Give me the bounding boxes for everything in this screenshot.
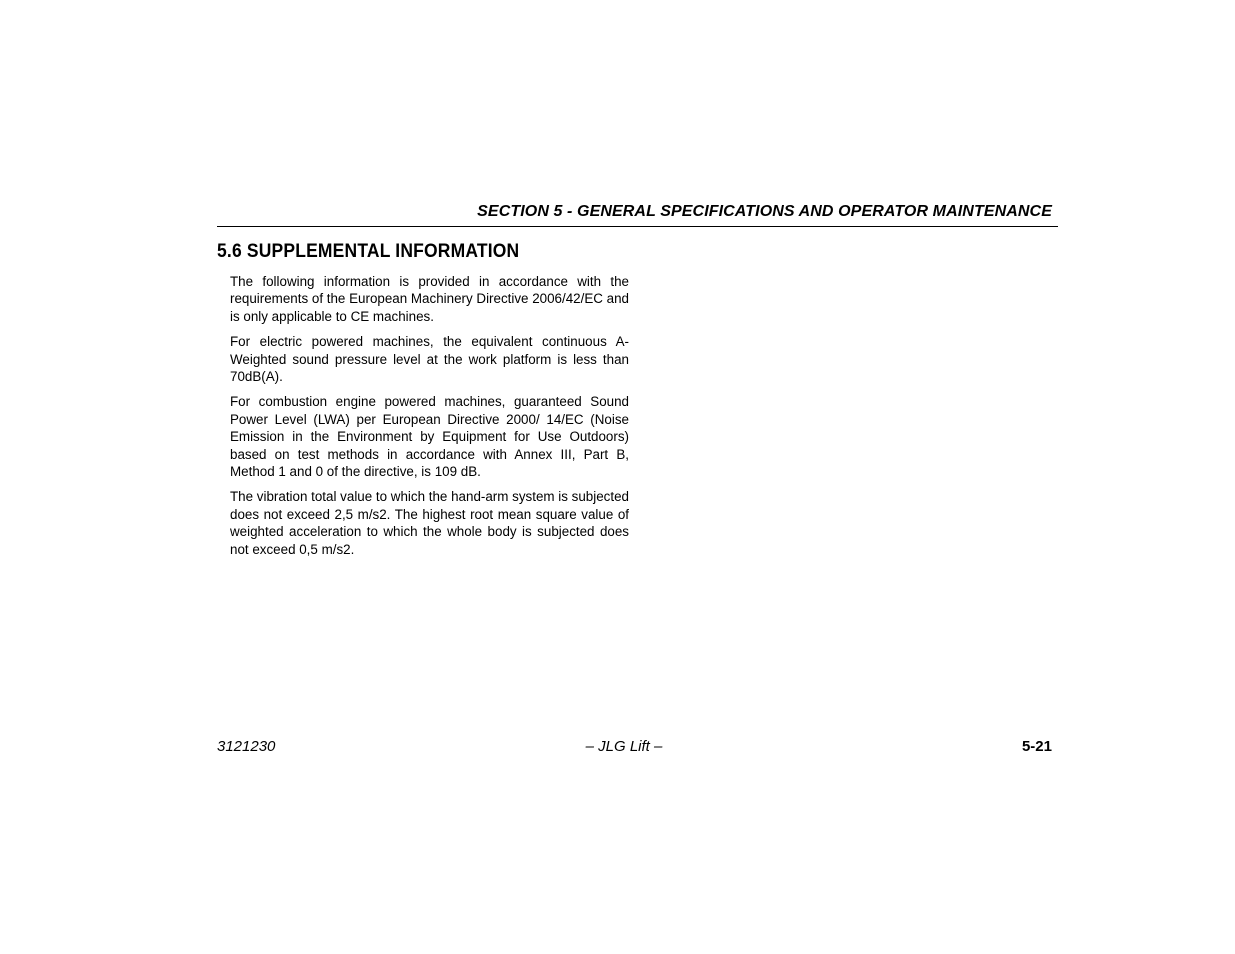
footer-brand: – JLG Lift – (585, 738, 663, 755)
paragraph: The following information is provided in accordance with the requirements of the European Machinery Directive 2006/42/EC and is only applicable to CE machines. (230, 274, 629, 324)
header-rule (217, 226, 1058, 227)
running-header: SECTION 5 - GENERAL SPECIFICATIONS AND OPERATOR MAINTENANCE (477, 203, 1052, 220)
paragraph: The vibration total value to which the hand-arm system is subjected does not exceed 2,5 m/s2. The highest root mean square value of weighted acceleration to which the whole body is subjected does not exceed 0,5 m/s2. (230, 489, 629, 557)
section-heading: 5.6 SUPPLEMENTAL INFORMATION (217, 241, 520, 262)
body-text (230, 273, 629, 566)
paragraph: For electric powered machines, the equivalent continuous A-Weighted sound pressure level at the work platform is less than 70dB(A). (230, 334, 629, 385)
footer-page-number: 5-21 (1021, 738, 1052, 755)
paragraph: For combustion engine powered machines, guaranteed Sound Power Level (LWA) per European Directive 2000/ 14/EC (Noise Emission in the Environment by Equipment for Use Outdoors) based on test methods in accordance with Annex III, Part B, Method 1 and 0 of the directive, is 109 dB. (230, 394, 629, 480)
footer-doc-number: 3121230 (217, 738, 276, 755)
